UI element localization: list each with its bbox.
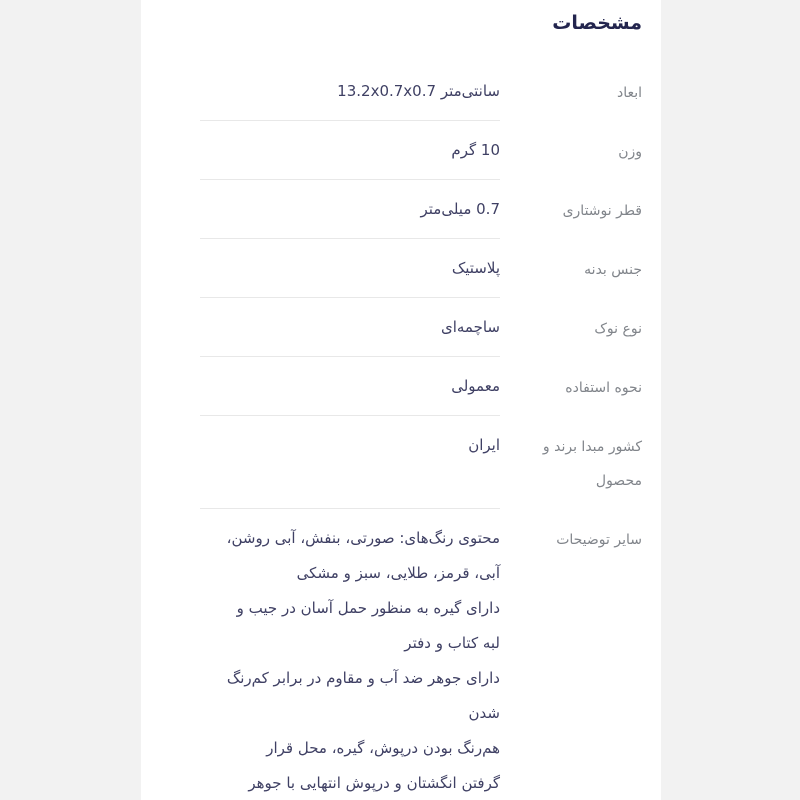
spec-row-line-width	[168, 180, 642, 239]
spec-value-cell	[200, 298, 500, 357]
spec-value-cell	[200, 121, 500, 180]
spec-value-cell	[200, 509, 500, 800]
specs-list	[168, 62, 642, 800]
spec-key: نوع نوک	[594, 321, 642, 337]
description-line: آبی، قرمز، طلایی، سبز و مشکی	[296, 564, 500, 582]
spec-value-cell	[200, 357, 500, 416]
spec-value-cell	[200, 180, 500, 239]
spec-value-cell	[200, 62, 500, 121]
spec-key: ابعاد	[616, 85, 642, 101]
spec-value: پلاستیک	[451, 259, 500, 277]
description-line: دارای جوهر ضد آب و مقاوم در برابر کم‌رنگ	[226, 669, 500, 687]
spec-row-weight	[168, 121, 642, 180]
spec-key: سایر توضیحات	[556, 532, 642, 548]
spec-value: 0.7 میلی‌متر	[420, 200, 500, 218]
spec-value: معمولی	[451, 377, 500, 395]
spec-value: ساچمه‌ای	[440, 318, 500, 336]
spec-row-usage	[168, 357, 642, 416]
spec-row-origin-country	[168, 416, 642, 509]
spec-row-body-material	[168, 239, 642, 298]
spec-row-other-description	[168, 509, 642, 800]
spec-row-dimensions	[168, 62, 642, 121]
description-line: گرفتن انگشتان و درپوش انتهایی با جوهر	[248, 774, 500, 792]
section-title: مشخصات	[552, 12, 642, 34]
spec-key: قطر نوشتاری	[562, 203, 642, 219]
description-line: محتوی رنگ‌های: صورتی، بنفش، آبی روشن،	[226, 529, 500, 547]
description-line: دارای گیره به منظور حمل آسان در جیب و	[236, 599, 500, 617]
description-line: لبه کتاب و دفتر	[404, 634, 500, 652]
specifications-panel	[141, 0, 661, 800]
description-line: هم‌رنگ بودن درپوش، گیره، محل قرار	[266, 739, 500, 757]
spec-key: کشور مبدا برند و محصول	[542, 439, 642, 489]
spec-key: وزن	[618, 144, 642, 160]
spec-key: نحوه استفاده	[565, 380, 642, 396]
description-line: شدن	[468, 704, 500, 722]
spec-key: جنس بدنه	[584, 262, 642, 278]
spec-value: 10 گرم	[451, 141, 500, 159]
spec-value-cell	[200, 416, 500, 509]
spec-row-tip-type	[168, 298, 642, 357]
spec-value-cell	[200, 239, 500, 298]
spec-value: سانتی‌متر 13.2x0.7x0.7	[337, 82, 500, 100]
spec-value: ایران	[468, 436, 500, 454]
